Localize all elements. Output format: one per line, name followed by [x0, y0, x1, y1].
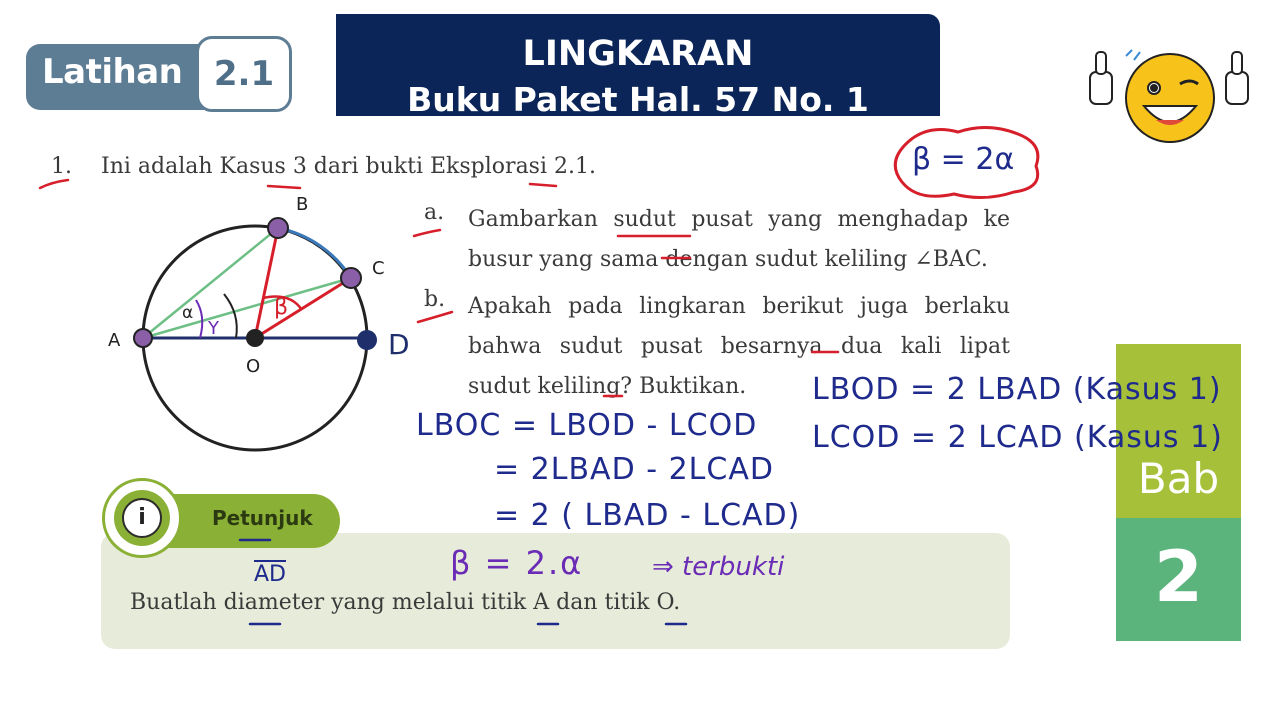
label-o: O	[246, 356, 261, 377]
alpha-arc	[196, 300, 202, 338]
mark-b	[418, 312, 452, 322]
exercise-badge	[26, 44, 298, 110]
gamma-arc	[224, 294, 237, 338]
mark-kasus	[268, 186, 300, 188]
annotation-line2: LCOD = 2 LCAD (Kasus 1)	[812, 420, 1223, 455]
info-icon: i	[122, 498, 162, 538]
ad-label: $\overline{AD}$	[254, 562, 286, 587]
proof-proven: ⇒ terbukti	[652, 552, 785, 582]
part-b-text: Apakah pada lingkaran berikut juga berlaku bahwa sudut pusat besarnya dua kali lipat sudut keliling? Buktikan.	[468, 294, 1010, 399]
boxed-formula: β = 2α	[912, 142, 1015, 177]
chord-ac	[143, 278, 351, 338]
chapter-number: 2	[1154, 536, 1203, 618]
part-b-letter: b.	[424, 287, 446, 312]
hint-text: Buatlah diameter yang melalui titik A dan titik O.	[130, 590, 681, 615]
radius-oc	[255, 278, 351, 338]
thumbs-up-smiley-icon	[1082, 40, 1258, 150]
label-c: C	[372, 258, 385, 279]
arc-bc	[278, 228, 351, 278]
proof-step3: = 2 ( LBAD - LCAD)	[494, 498, 801, 533]
proof-conclusion: β = 2.α	[450, 544, 584, 582]
annotation-line1: LBOD = 2 LBAD (Kasus 1)	[812, 372, 1222, 407]
point-a	[134, 329, 152, 347]
point-c	[341, 268, 361, 288]
label-a: A	[108, 330, 121, 351]
label-b: B	[296, 194, 309, 215]
point-o	[246, 329, 264, 347]
title-banner	[336, 14, 940, 119]
circle-diagram	[100, 190, 420, 460]
hint-title: Petunjuk	[212, 506, 313, 530]
problem-number: 1.	[51, 154, 72, 179]
exercise-badge-label: Latihan	[42, 52, 183, 92]
mark-eksplorasi	[530, 184, 556, 186]
proof-step1: LBOC = LBOD - LCOD	[416, 408, 758, 443]
point-d	[357, 330, 377, 350]
label-alpha: α	[182, 303, 194, 323]
part-a-text: Gambarkan sudut pusat yang menghadap ke busur yang sama dengan sudut keliling ∠BAC.	[468, 207, 1010, 272]
chapter-tab-bottom	[1116, 518, 1241, 641]
problem-intro: Ini adalah Kasus 3 dari bukti Eksplorasi 2.1.	[101, 154, 596, 179]
part-a-letter: a.	[424, 200, 445, 225]
chapter-label: Bab	[1137, 454, 1220, 503]
label-d: D	[388, 328, 410, 361]
proof-step2: = 2LBAD - 2LCAD	[494, 452, 774, 487]
mark-q1	[40, 180, 68, 188]
label-beta: β	[274, 295, 289, 320]
label-gamma: Y	[208, 318, 219, 339]
exercise-badge-number: 2.1	[196, 36, 292, 112]
banner-subtitle: Buku Paket Hal. 57 No. 1	[407, 80, 869, 119]
hint-header	[100, 480, 344, 564]
banner-title: LINGKARAN	[522, 34, 754, 74]
point-b	[268, 218, 288, 238]
